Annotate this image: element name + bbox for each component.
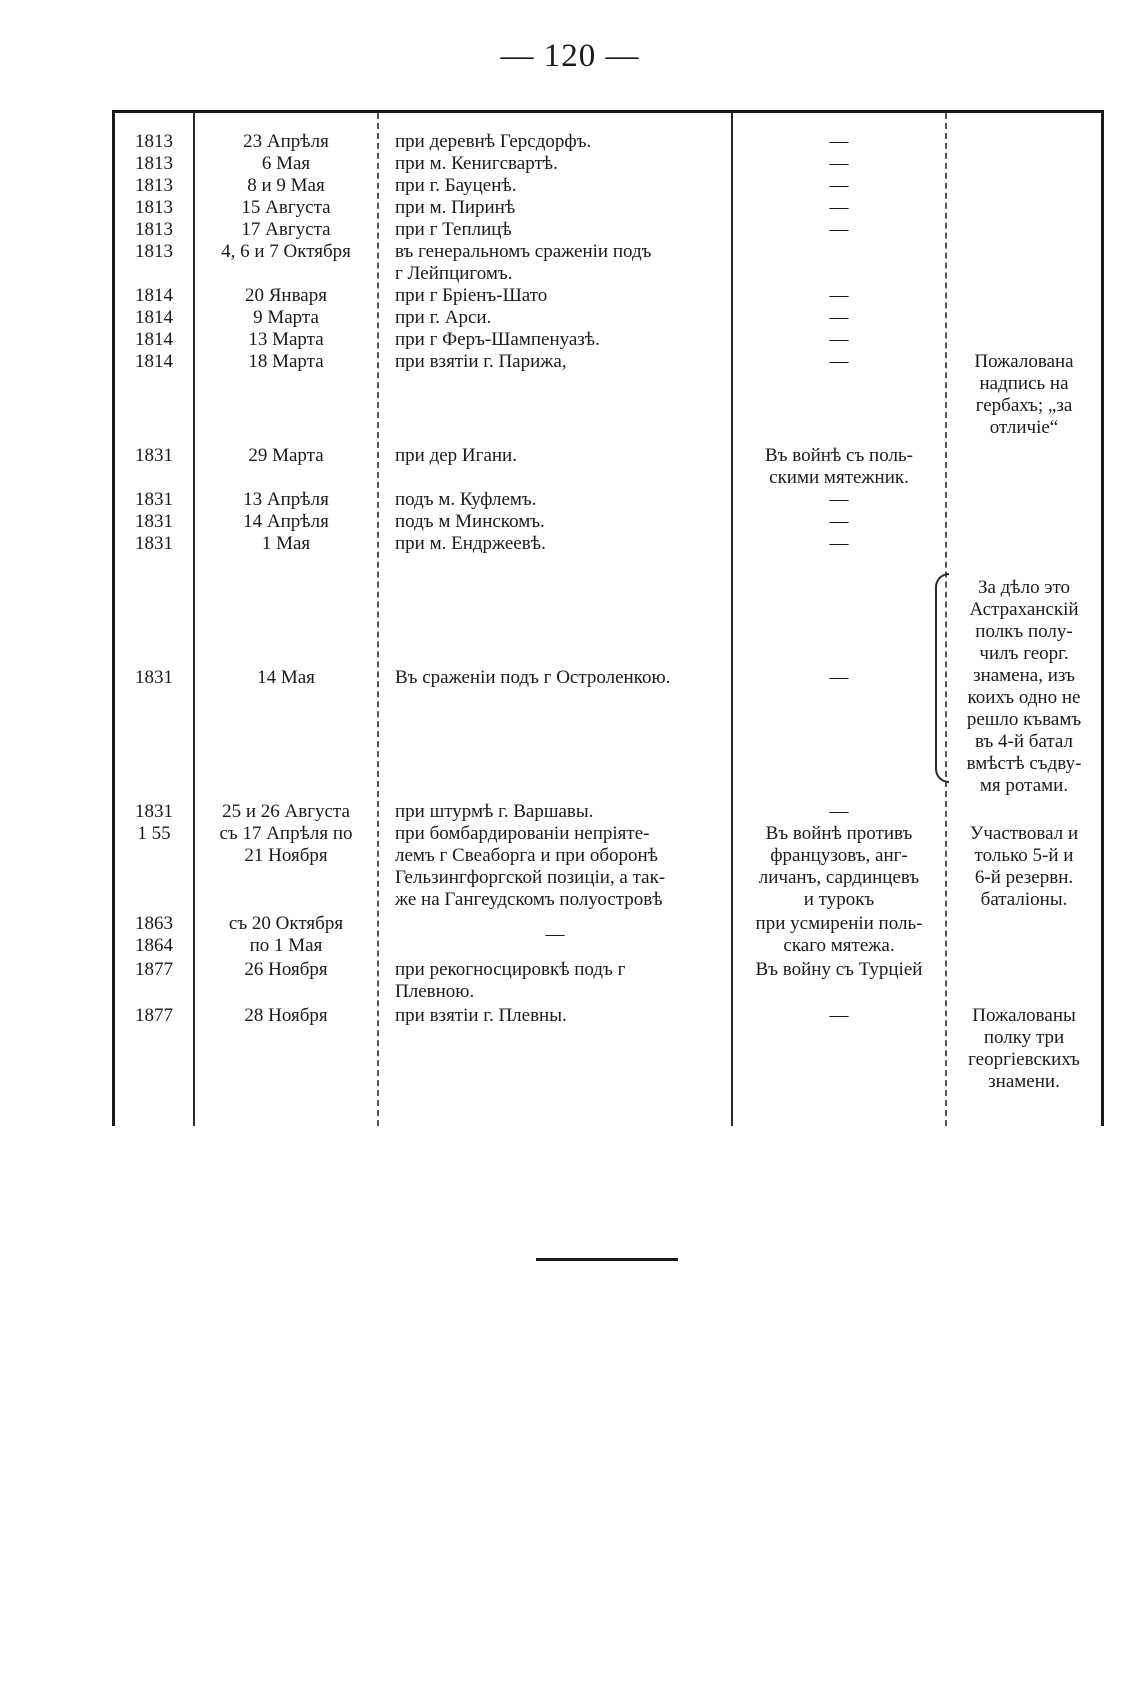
year-cell: 1813 — [135, 219, 173, 240]
date-cell: 28 Ноября — [244, 1005, 328, 1026]
event-cell: при деревнѣ Герсдорфъ. — [395, 131, 592, 152]
date-cell: съ 17 Апрѣля по 21 Ноября — [219, 823, 353, 866]
event-cell: при взятіи г. Парижа, — [395, 351, 567, 372]
year-cell: 1877 — [135, 1005, 173, 1026]
date-cell: 17 Августа — [241, 219, 331, 240]
year-cell: 1814 — [135, 351, 173, 372]
event-cell: при г. Арси. — [395, 307, 492, 328]
war-cell: — — [829, 533, 849, 554]
event-cell: — — [545, 924, 565, 945]
note-cell: Пожалована надпись на гербахъ; „за отличіе“ — [974, 351, 1074, 438]
war-cell: — — [829, 351, 849, 372]
date-cell: 14 Мая — [257, 667, 315, 688]
date-cell: 13 Марта — [248, 329, 324, 350]
note-cell: За дѣло это Астраханскій полкъ полу- чилъ георг. знамена, изъ коихъ одно не решло къвамъ въ 4-й батал вмѣстѣ съдву- мя ротами. — [966, 577, 1082, 796]
year-cell: 1813 — [135, 131, 173, 152]
date-cell: 18 Марта — [248, 351, 324, 372]
date-cell: 1 Мая — [261, 533, 311, 554]
event-cell: при взятіи г. Плевны. — [395, 1005, 567, 1026]
event-cell: при г Феръ-Шампенуазѣ. — [395, 329, 600, 350]
year-cell: 1831 — [135, 667, 173, 688]
event-cell: при рекогносцировкѣ подъ г Плевною. — [395, 959, 626, 1002]
page-number: — 120 — — [500, 38, 640, 74]
war-cell: — — [829, 511, 849, 532]
date-cell: 4, 6 и 7 Октября — [221, 241, 351, 262]
year-cell: 1863 1864 — [135, 913, 173, 956]
note-cell: Пожалованы полку три георгіевскихъ знамени. — [968, 1005, 1080, 1092]
event-cell: при бомбардированіи непріяте- лемъ г Свеаборга и при оборонѣ Гельзингфоргской позиціи, а так- же на Гангеудскомъ полуостровѣ — [395, 823, 666, 910]
war-cell: — — [829, 1005, 849, 1026]
event-cell: подъ м. Куфлемъ. — [395, 489, 537, 510]
date-cell: 23 Апрѣля — [243, 131, 329, 152]
event-cell: при г Бріенъ-Шато — [395, 285, 548, 306]
war-cell: — — [829, 175, 849, 196]
note-cell: Участвовал и только 5-й и 6-й резервн. баталіоны. — [969, 823, 1079, 910]
year-cell: 1 55 — [137, 823, 171, 844]
war-cell: Въ войну съ Турціей — [755, 959, 923, 980]
date-cell: 14 Апрѣля — [243, 511, 329, 532]
year-cell: 1831 — [135, 489, 173, 510]
date-cell: 8 и 9 Мая — [247, 175, 325, 196]
date-cell: 29 Марта — [248, 445, 324, 466]
date-cell: 15 Августа — [241, 197, 331, 218]
event-cell: при м. Ендржеевѣ. — [395, 533, 546, 554]
year-cell: 1831 — [135, 445, 173, 466]
section-divider — [536, 1258, 678, 1261]
year-cell: 1814 — [135, 285, 173, 306]
event-cell: при м. Кенигсвартѣ. — [395, 153, 558, 174]
date-cell: 26 Ноября — [244, 959, 328, 980]
date-cell: 25 и 26 Августа — [222, 801, 350, 822]
war-cell: — — [829, 489, 849, 510]
date-cell: 20 Января — [245, 285, 327, 306]
year-cell: 1831 — [135, 801, 173, 822]
year-cell: 1813 — [135, 175, 173, 196]
event-cell: въ генеральномъ сраженіи подъ г Лейпцигомъ. — [395, 241, 652, 284]
event-cell: при г. Бауценѣ. — [395, 175, 517, 196]
war-cell: — — [829, 219, 849, 240]
war-cell: — — [829, 801, 849, 822]
year-cell: 1814 — [135, 307, 173, 328]
event-cell: при г Теплицѣ — [395, 219, 512, 240]
event-cell: при дер Игани. — [395, 445, 517, 466]
date-cell: 6 Мая — [261, 153, 311, 174]
event-cell: при штурмѣ г. Варшавы. — [395, 801, 594, 822]
event-cell: подъ м Минскомъ. — [395, 511, 545, 532]
year-cell: 1813 — [135, 197, 173, 218]
chronicle-table — [112, 110, 1104, 1126]
date-cell: 9 Марта — [253, 307, 319, 328]
date-cell: 13 Апрѣля — [243, 489, 329, 510]
year-cell: 1813 — [135, 153, 173, 174]
war-cell: — — [829, 667, 849, 688]
year-cell: 1877 — [135, 959, 173, 980]
date-cell: съ 20 Октября по 1 Мая — [228, 913, 344, 956]
war-cell: — — [829, 153, 849, 174]
war-cell: — — [829, 285, 849, 306]
war-cell: Въ войнѣ противъ французовъ, анг- личанъ, сардинцевъ и турокъ — [758, 823, 920, 910]
event-cell: при м. Пиринѣ — [395, 197, 516, 218]
year-cell: 1813 — [135, 241, 173, 262]
year-cell: 1831 — [135, 511, 173, 532]
war-cell: — — [829, 307, 849, 328]
year-cell: 1814 — [135, 329, 173, 350]
war-cell: при усмиреніи поль- скаго мятежа. — [755, 913, 923, 956]
war-cell: — — [829, 197, 849, 218]
column-divider-date — [377, 113, 379, 1126]
event-cell: Въ сраженіи подъ г Остроленкою. — [395, 667, 671, 688]
war-cell: — — [829, 131, 849, 152]
year-cell: 1831 — [135, 533, 173, 554]
war-cell: Въ войнѣ съ поль- скими мятежник. — [765, 445, 913, 488]
war-cell: — — [829, 329, 849, 350]
